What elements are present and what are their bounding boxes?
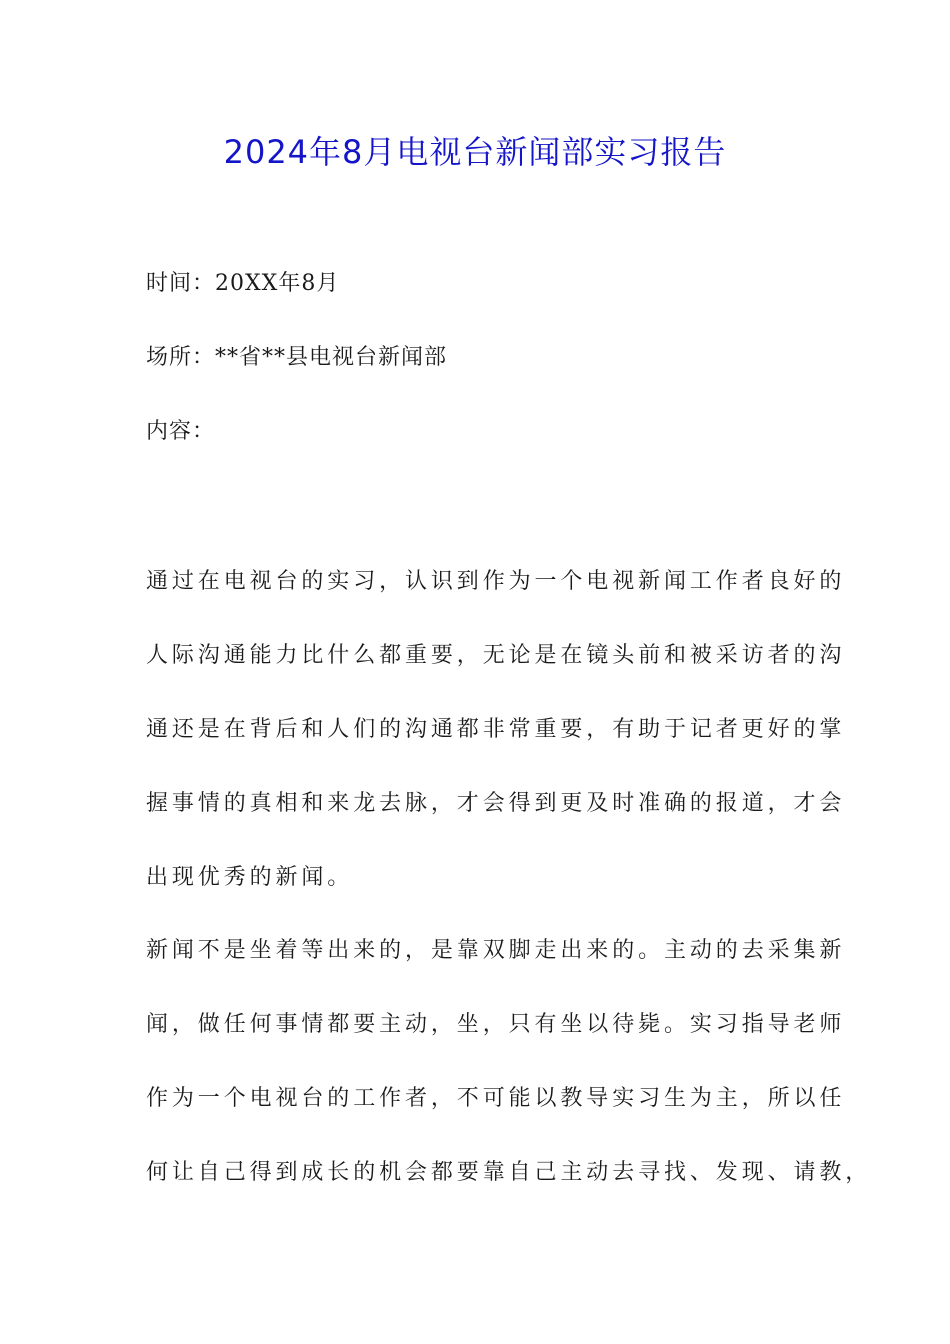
paragraph-line: 人际沟通能力比什么都重要，无论是在镜头前和被采访者的沟 [146,643,846,668]
paragraph-line: 通还是在背后和人们的沟通都非常重要，有助于记者更好的掌 [146,717,846,742]
paragraph-line: 握事情的真相和来龙去脉，才会得到更及时准确的报道，才会 [146,791,846,816]
place-line: 场所：**省**县电视台新闻部 [146,345,448,370]
document-title: 2024年8月电视台新闻部实习报告 [223,133,727,171]
paragraph-1 [146,566,846,936]
paragraph-line: 闻，做任何事情都要主动，坐，只有坐以待毙。实习指导老师 [146,1012,846,1037]
paragraph-2 [146,935,872,1231]
paragraph-line: 作为一个电视台的工作者，不可能以教导实习生为主，所以任 [146,1086,846,1111]
paragraph-line: 新闻不是坐着等出来的，是靠双脚走出来的。主动的去采集新 [146,938,846,963]
paragraph-line: 何让自己得到成长的机会都要靠自己主动去寻找、发现、请教， [146,1160,872,1185]
content-label: 内容： [146,419,216,444]
paragraph-line: 出现优秀的新闻。 [146,865,354,890]
time-line: 时间：20XX年8月 [146,271,340,296]
paragraph-line: 通过在电视台的实习，认识到作为一个电视新闻工作者良好的 [146,569,846,594]
